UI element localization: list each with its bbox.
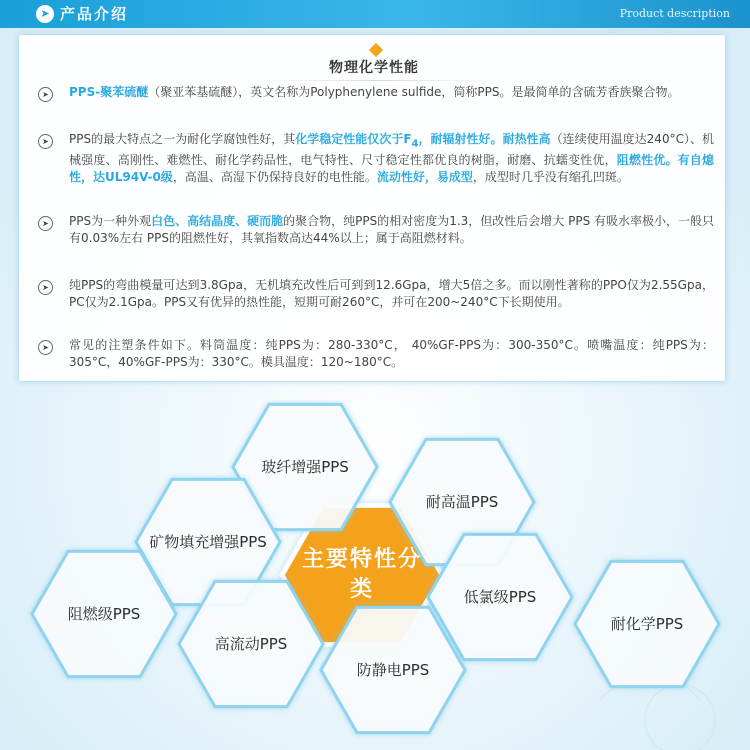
body-text: 常见的注塑条件如下。料筒温度：纯PPS为：280-330°C， 40%GF-PPS为：300-350°C。喷嘴温度：纯PPS为：305°C，40%GF-PPS为：330°C。模具温度：120~180°C。	[69, 338, 714, 369]
category-low-chlorine: 低氯级PPS	[463, 588, 537, 606]
card-title: 物理化学性能	[329, 60, 419, 76]
category-high-flow: 高流动PPS	[214, 635, 288, 653]
bullet-arrow-icon: ➤	[38, 87, 53, 102]
highlight-text: 白色、高结晶度、硬而脆	[151, 214, 284, 228]
highlight-text: 4	[411, 138, 419, 150]
highlight-text: 流动性好，易成型	[376, 170, 473, 185]
highlight-text: 阻燃性优。有自熄性，达UL94V-0级	[69, 153, 714, 185]
section-header	[0, 0, 750, 28]
paragraph-4	[69, 277, 714, 311]
body-text: PPS的最大特点之一为耐化学腐蚀性好，其	[69, 132, 296, 146]
category-chemical-resistant: 耐化学PPS	[610, 615, 684, 633]
category-antistatic: 防静电PPS	[356, 661, 430, 679]
body-text: ，高温、高湿下仍保持良好的电性能。	[172, 170, 377, 185]
paragraph-2	[69, 131, 714, 186]
category-mineral-filled: 矿物填充增强PPS	[149, 533, 267, 551]
paragraph-5	[69, 337, 714, 371]
category-flame-retardant: 阻燃级PPS	[67, 605, 141, 623]
bullet-arrow-icon: ➤	[38, 216, 53, 231]
body-text: 的聚合物，纯PPS的相对密度为1.3，但改性后会增大 PPS 有吸水率极小，一般只有0.03%左右 PPS的阻燃性好，其氧指数高达44%以上；属于高阻燃材料。	[69, 214, 715, 245]
bullet-arrow-icon: ➤	[38, 134, 53, 149]
section-header-title: 产品介绍	[60, 5, 129, 23]
bullet-arrow-icon: ➤	[38, 340, 53, 355]
title-divider	[259, 80, 499, 81]
body-text: （聚亚苯基硫醚），英文名称为Polyphenylene sulfide，简称PPS。是最简单的含硫芳香族聚合物。	[148, 85, 680, 99]
category-glass-fiber: 玻纤增强PPS	[261, 458, 349, 476]
center-category-label: 主要特性分类	[301, 547, 422, 602]
diamond-icon	[369, 43, 383, 57]
highlight-text: 化学稳定性能仅次于F	[295, 132, 412, 146]
paragraph-3	[69, 213, 714, 247]
body-text: （连续使用温度达240°C）、机械强度、高刚性、难燃性、耐化学药品性，电气特性、尺寸稳定性都优良的树脂，耐磨、抗蠕变性优，	[69, 132, 714, 168]
bullet-arrow-icon: ➤	[38, 280, 53, 295]
highlight-text: PPS-聚苯硫醚	[69, 85, 149, 99]
category-high-temp: 耐高温PPS	[425, 493, 499, 511]
arrow-right-icon: ➤	[36, 5, 54, 23]
body-text: PPS为一种外观	[69, 214, 152, 228]
paragraph-1	[69, 84, 714, 101]
highlight-text: ，耐辐射性好。耐热性高	[418, 132, 551, 146]
body-text: ，成型时几乎没有缩孔凹斑。	[472, 170, 629, 185]
category-hexagon-diagram	[0, 400, 750, 750]
section-header-subtitle: Product description	[619, 7, 730, 20]
body-text: 纯PPS的弯曲模量可达到3.8Gpa，无机填充改性后可到到12.6Gpa，增大5倍之多。而以刚性著称的PPO仅为2.55Gpa，PC仅为2.1Gpa。PPS又有优异的热性能，短期可耐260°C，并可在200~240°C下长期使用。	[69, 278, 714, 309]
properties-card	[18, 34, 726, 382]
